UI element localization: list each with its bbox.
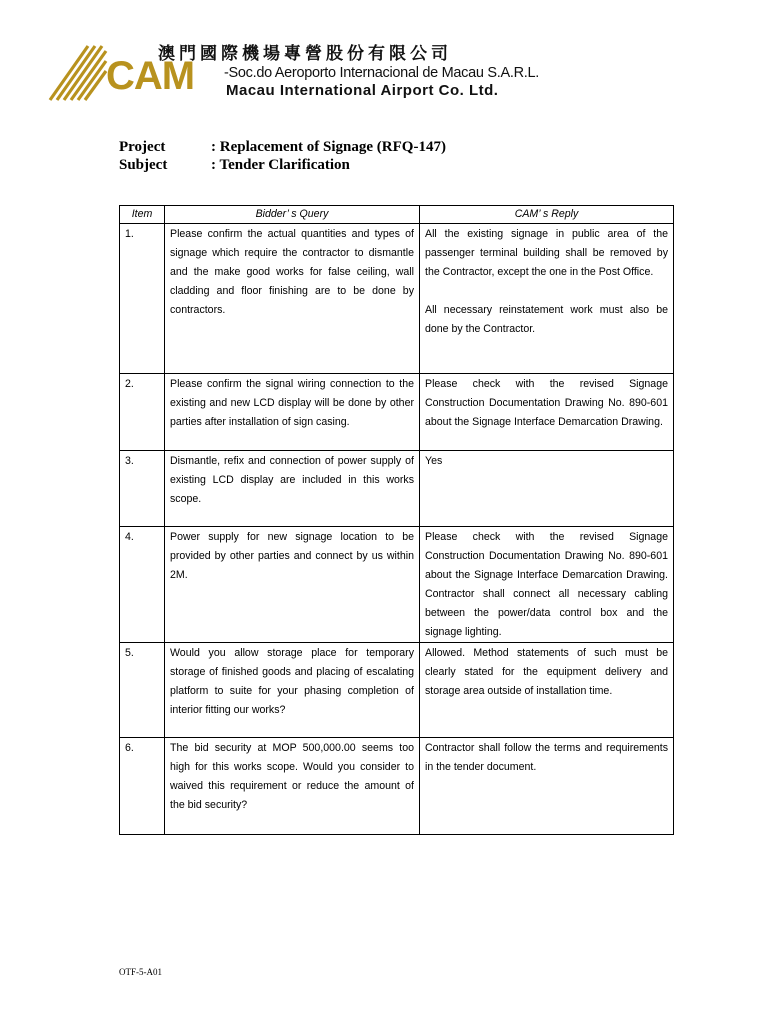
cam-reply xyxy=(420,643,674,738)
cam-reply xyxy=(420,374,674,451)
reply-paragraph: All necessary reinstatement work must also be done by the Contractor. xyxy=(425,304,668,335)
cam-reply xyxy=(420,224,674,374)
logo-wordmark: CAM xyxy=(106,54,195,98)
logo-portuguese-name: -Soc.do Aeroporto Internacional de Macau S.A.R.L. xyxy=(224,65,539,81)
cam-reply xyxy=(420,527,674,643)
reply-paragraph: Yes xyxy=(425,455,443,467)
clarification-table xyxy=(119,205,674,835)
bidder-query: The bid security at MOP 500,000.00 seems too high for this works scope. Would you consider to waived this requirement or reduce the amount of the bid security? xyxy=(165,738,420,835)
logo-chinese-name: 澳門國際機場專營股份有限公司 xyxy=(158,44,452,64)
logo-english-name: Macau International Airport Co. Ltd. xyxy=(226,82,499,99)
reply-paragraph: Please check with the revised Signage Construction Documentation Drawing No. 890-601 about the Signage Interface Demarcation Drawing. Contractor shall connect all necessary cabling between the power/data control box and the signage lighting. xyxy=(425,531,668,638)
reply-paragraph: Allowed. Method statements of such must be clearly stated for the equipment delivery and storage area outside of installation time. xyxy=(425,647,668,697)
cam-reply xyxy=(420,451,674,527)
table-body xyxy=(120,224,674,835)
item-number: 2. xyxy=(120,374,165,451)
item-number: 5. xyxy=(120,643,165,738)
cam-reply xyxy=(420,738,674,835)
column-header-reply: CAM’ s Reply xyxy=(420,206,674,224)
subject-value: : Tender Clarification xyxy=(211,157,350,173)
table-row xyxy=(120,738,674,835)
bidder-query: Please confirm the signal wiring connection to the existing and new LCD display will be done by other parties after installation of sign casing. xyxy=(165,374,420,451)
item-number: 3. xyxy=(120,451,165,527)
table-row xyxy=(120,451,674,527)
column-header-item: Item xyxy=(120,206,165,224)
table-row xyxy=(120,224,674,374)
project-label: Project xyxy=(119,139,166,155)
reply-paragraph: Please check with the revised Signage Construction Documentation Drawing No. 890-601 about the Signage Interface Demarcation Drawing. xyxy=(425,378,668,428)
subject-line xyxy=(119,156,446,174)
table-header-row xyxy=(120,206,674,224)
reply-paragraph: Contractor shall follow the terms and requirements in the tender document. xyxy=(425,742,668,773)
table-row xyxy=(120,374,674,451)
logo-stripes-icon xyxy=(48,40,108,102)
company-logo xyxy=(48,40,539,102)
column-header-query: Bidder’ s Query xyxy=(165,206,420,224)
bidder-query: Dismantle, refix and connection of power supply of existing LCD display are included in this works scope. xyxy=(165,451,420,527)
document-header xyxy=(119,138,446,174)
bidder-query: Please confirm the actual quantities and types of signage which require the contractor to dismantle and the make good works for false ceiling, wall cladding and floor finishing are to be done by contractors. xyxy=(165,224,420,374)
item-number: 6. xyxy=(120,738,165,835)
project-line xyxy=(119,138,446,156)
project-value: : Replacement of Signage (RFQ-147) xyxy=(211,139,446,155)
table-row xyxy=(120,643,674,738)
item-number: 4. xyxy=(120,527,165,643)
form-code: OTF-5-A01 xyxy=(119,967,162,977)
table-row xyxy=(120,527,674,643)
subject-label: Subject xyxy=(119,157,168,173)
bidder-query: Would you allow storage place for temporary storage of finished goods and placing of escalating platform to suite for your phasing completion of interior fitting our works? xyxy=(165,643,420,738)
item-number: 1. xyxy=(120,224,165,374)
bidder-query: Power supply for new signage location to be provided by other parties and connect by us within 2M. xyxy=(165,527,420,643)
reply-paragraph: All the existing signage in public area of the passenger terminal building shall be removed by the Contractor, except the one in the Post Office. xyxy=(425,228,668,278)
